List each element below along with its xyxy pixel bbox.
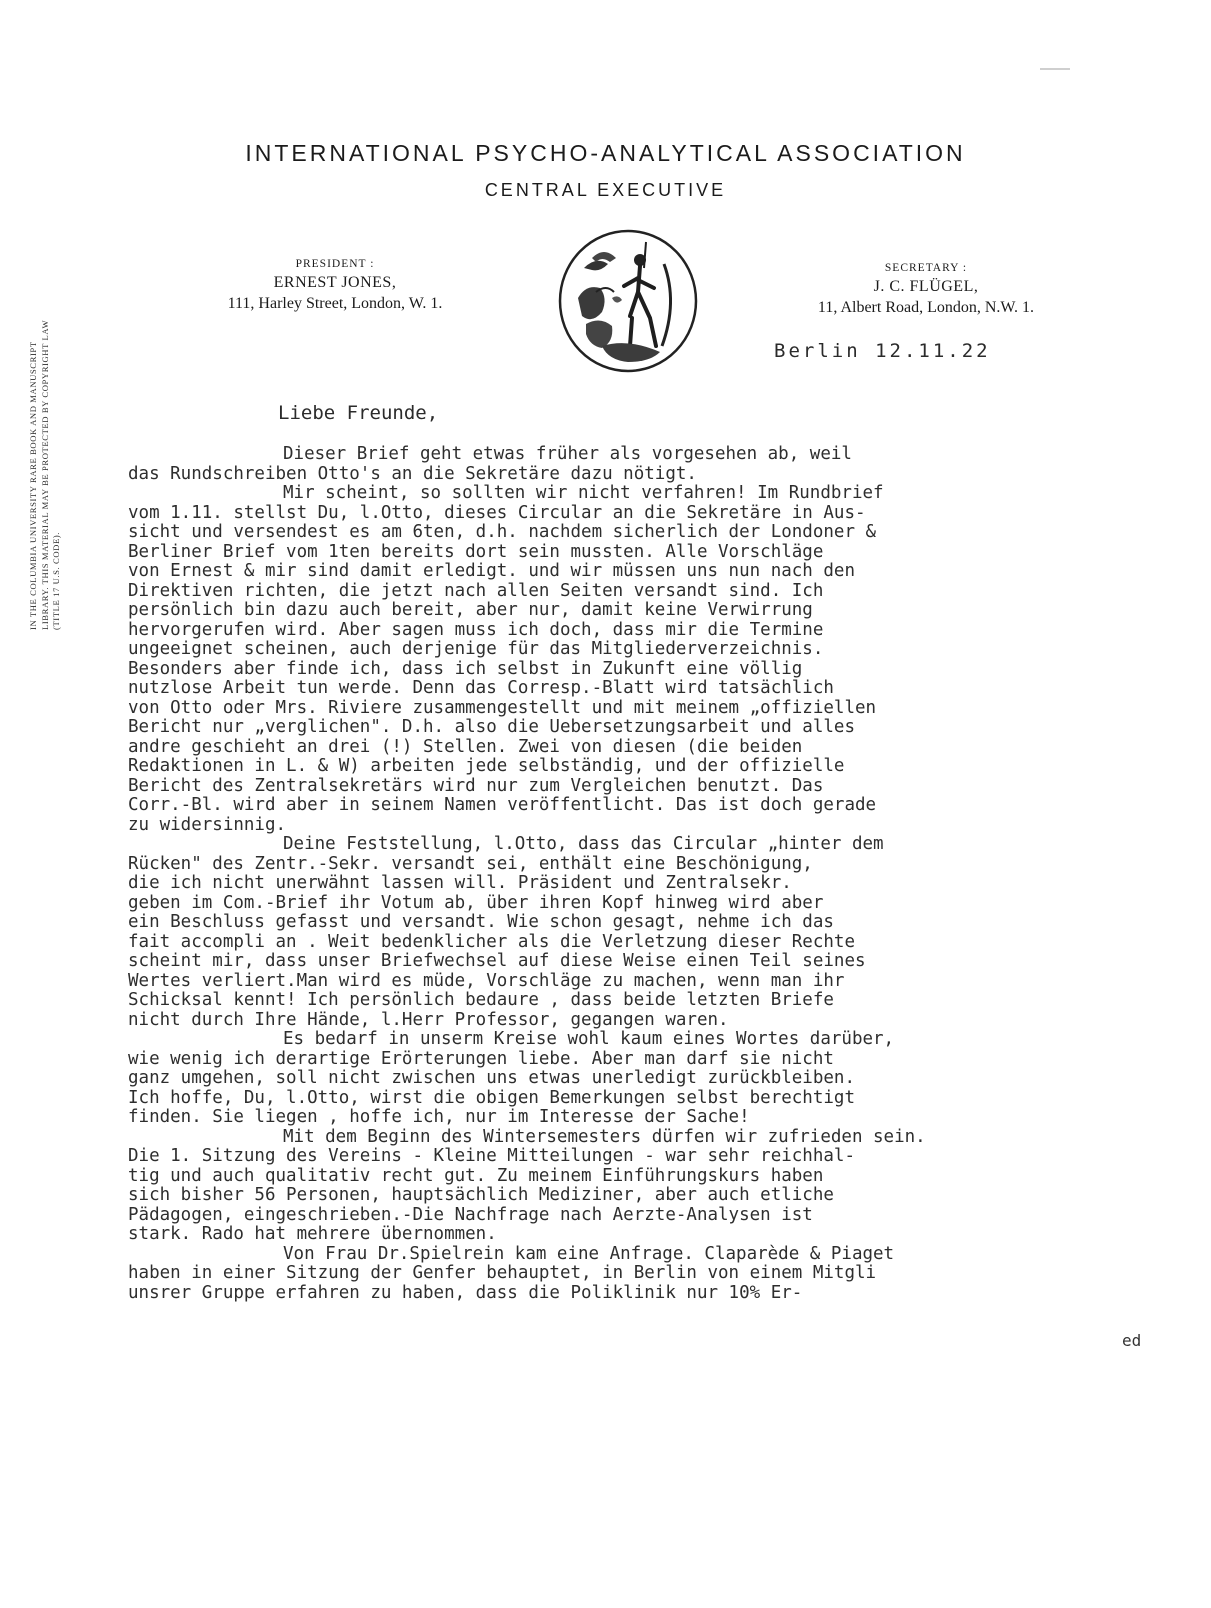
body-line: Es bedarf in unserm Kreise wohl kaum eines Wortes darüber, [283, 1029, 895, 1049]
secretary-block [770, 262, 1082, 317]
body-line: Schicksal kennt! Ich persönlich bedaure , dass beide letzten Briefe [128, 990, 834, 1010]
body-line: von Ernest & mir sind damit erledigt. und wir müssen uns nun nach den [128, 561, 855, 581]
body-line: Besonders aber finde ich, dass ich selbst in Zukunft eine völlig [128, 658, 803, 679]
president-block [185, 258, 485, 313]
body-line: zu widersinnig. [128, 814, 287, 835]
body-line: das Rundschreiben Otto's an die Sekretäre dazu nötigt. [128, 463, 697, 484]
body-line: scheint mir, dass unser Briefwechsel auf diese Weise einen Teil seines [128, 951, 866, 971]
body-line: Mit dem Beginn des Wintersemesters dürfen wir zufrieden sein. [283, 1126, 926, 1147]
body-line: Mir scheint, so sollten wir nicht verfahren! Im Rundbrief [283, 483, 884, 503]
body-line: wie wenig ich derartige Erörterungen liebe. Aber man darf sie nicht [128, 1048, 834, 1069]
body-line: hervorgerufen wird. Aber sagen muss ich doch, dass mir die Termine [128, 619, 824, 640]
paper-speck [1040, 68, 1070, 70]
copyright-notice: IN THE COLUMBIA UNIVERSITY RARE BOOK AND MANUSCRIPT LIBRARY. THIS MATERIAL MAY BE PROTECTED BY COPYRIGHT LAW (TITLE 17 U.S. CODE). [28, 319, 61, 630]
body-line: sich bisher 56 Personen, hauptsächlich Mediziner, aber auch etliche [128, 1185, 834, 1205]
letterhead-title: INTERNATIONAL PSYCHO-ANALYTICAL ASSOCIATION [245, 140, 966, 166]
body-line: ungeeignet scheinen, auch derjenige für das Mitgliederverzeichnis. [128, 639, 824, 659]
body-line: fait accompli an . Weit bedenklicher als die Verletzung dieser Rechte [128, 931, 855, 952]
margin-note: ed [1122, 1331, 1142, 1350]
president-name: ERNEST JONES, [273, 274, 397, 291]
body-line: Ich hoffe, Du, l.Otto, wirst die obigen Bemerkungen selbst berechtigt [128, 1087, 855, 1108]
body-line: Direktiven richten, die jetzt nach allen Seiten versandt sind. Ich [128, 580, 824, 601]
body-line: Deine Feststellung, l.Otto, dass das Circular „hinter dem [283, 834, 884, 854]
letter-date: Berlin 12.11.22 [774, 340, 991, 362]
body-line: Redaktionen in L. & W) arbeiten jede selbständig, und der offizielle [128, 756, 845, 776]
body-line: geben im Com.-Brief ihr Votum ab, über ihren Kopf hinweg wird aber [128, 892, 824, 913]
body-line: Rücken" des Zentr.-Sekr. versandt sei, enthält eine Beschönigung, [128, 853, 813, 874]
body-line: unsrer Gruppe erfahren zu haben, dass die Poliklinik nur 10% Er- [128, 1282, 803, 1303]
body-line: Berliner Brief vom 1ten bereits dort sein mussten. Alle Vorschläge [128, 541, 824, 562]
body-line: andre geschieht an drei (!) Stellen. Zwei von diesen (die beiden [128, 736, 803, 757]
body-line: die ich nicht unerwähnt lassen will. Präsident und Zentralsekr. [128, 873, 792, 893]
body-line: Bericht des Zentralsekretärs wird nur zum Vergleichen benutzt. Das [128, 775, 824, 796]
body-line: stark. Rado hat mehrere übernommen. [128, 1224, 497, 1244]
body-line: ganz umgehen, soll nicht zwischen uns etwas unerledigt zurückbleiben. [128, 1068, 855, 1088]
president-role: PRESIDENT : [295, 258, 375, 270]
body-line: sicht und versendest es am 6ten, d.h. nachdem sicherlich der Londoner & [128, 522, 877, 542]
body-line: haben in einer Sitzung der Genfer behauptet, in Berlin von einem Mitgli [128, 1263, 877, 1283]
secretary-role: SECRETARY : [884, 262, 968, 274]
body-line: Wertes verliert.Man wird es müde, Vorschläge zu machen, wenn man ihr [128, 970, 845, 991]
president-address: 111, Harley Street, London, W. 1. [227, 295, 443, 312]
body-line: persönlich bin dazu auch bereit, aber nur, damit keine Verwirrung [128, 600, 813, 620]
secretary-address: 11, Albert Road, London, N.W. 1. [817, 299, 1035, 316]
body-line: Dieser Brief geht etwas früher als vorgesehen ab, weil [283, 444, 852, 464]
body-line: Corr.-Bl. wird aber in seinem Namen veröffentlicht. Das ist doch gerade [128, 795, 877, 815]
association-emblem-icon [556, 228, 700, 374]
body-line: Pädagogen, eingeschrieben.-Die Nachfrage nach Aerzte-Analysen ist [128, 1204, 813, 1225]
salutation: Liebe Freunde, [278, 402, 439, 424]
body-line: vom 1.11. stellst Du, l.Otto, dieses Circular an die Sekretäre in Aus- [128, 502, 866, 523]
secretary-name: J. C. FLÜGEL, [873, 278, 979, 295]
body-line: von Otto oder Mrs. Riviere zusammengestellt und mit meinem „offiziellen [128, 697, 877, 718]
letter-body [128, 445, 1188, 1303]
body-line: Bericht nur „verglichen". D.h. also die Uebersetzungsarbeit und alles [128, 717, 855, 737]
letterhead-subtitle: CENTRAL EXECUTIVE [484, 180, 727, 200]
body-line: nutzlose Arbeit tun werde. Denn das Corresp.-Blatt wird tatsächlich [128, 678, 834, 698]
body-line: Von Frau Dr.Spielrein kam eine Anfrage. Claparède & Piaget [283, 1243, 895, 1264]
body-line: ein Beschluss gefasst und versandt. Wie schon gesagt, nehme ich das [128, 912, 834, 932]
body-line: tig und auch qualitativ recht gut. Zu meinem Einführungskurs haben [128, 1165, 824, 1186]
body-line: Die 1. Sitzung des Vereins - Kleine Mitteilungen - war sehr reichhal- [128, 1146, 855, 1166]
body-line: nicht durch Ihre Hände, l.Herr Professor, gegangen waren. [128, 1009, 729, 1030]
body-line: finden. Sie liegen , hoffe ich, nur im Interesse der Sache! [128, 1107, 750, 1127]
